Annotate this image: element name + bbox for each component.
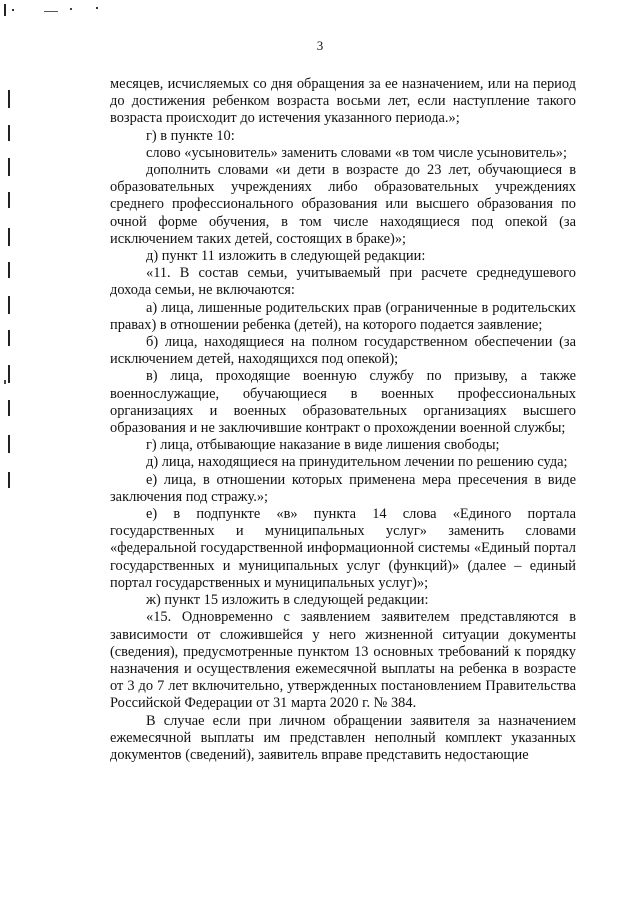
paragraph-item-a: а) лица, лишенные родительских прав (ограниченные в родительских правах) в отношении ребенка (детей), на которого подается заявление; [110, 299, 576, 333]
paragraph-incomplete-docs: В случае если при личном обращении заявителя за назначением ежемесячной выплаты им представлен неполный комплект указанных документов (сведений), заявитель вправе представить недостающие [110, 712, 576, 763]
paragraph-continuation: месяцев, исчисляемых со дня обращения за ее назначением, или на период до достижения ребенком возраста восьми лет, если наступление такого возраста происходит до истечения указанного периода.»; [110, 76, 576, 127]
paragraph-add-words: дополнить словами «и дети в возрасте до 23 лет, обучающиеся в образовательных учреждениях либо образовательных учреждениях среднего профессионального образования или высшего образования по очной форме обучения, в том числе находящиеся под опекой (за исключением таких детей, состоящих в браке)»; [110, 162, 576, 247]
paragraph-item-g: г) лица, отбывающие наказание в виде лишения свободы; [146, 437, 500, 454]
paragraph-item-v: в) лица, проходящие военную службу по призыву, а также военнослужащие, обучающиеся в военных профессиональных организациях и военных образовательных организациях высшего образования и не заключившие контракт о прохождении военной службы; [110, 368, 576, 437]
paragraph-e-point-14: е) в подпункте «в» пункта 14 слова «Единого портала государственных и муниципальных услуг» заменить словами «федеральной государственной информационной системы «Единый портал государственных и муниципальных услуг (функций)» (далее – единый портал государственных и муниципальных услуг)»; [110, 506, 576, 591]
scan-margin-marks [0, 80, 20, 500]
paragraph-word-replace: слово «усыновитель» заменить словами «в том числе усыновитель»; [146, 144, 567, 161]
paragraph-point-11-text: «11. В состав семьи, учитываемый при расчете среднедушевого дохода семьи, не включаются: [110, 265, 576, 299]
paragraph-item-e: е) лица, в отношении которых применена мера пресечения в виде заключения под стражу.»; [110, 471, 576, 505]
paragraph-item-d: д) лица, находящиеся на принудительном лечении по решению суда; [146, 454, 568, 471]
document-body [110, 76, 576, 764]
page-number: 3 [316, 38, 324, 53]
scan-artifact-marks [4, 4, 104, 16]
paragraph-item-b: б) лица, находящиеся на полном государственном обеспечении (за исключением детей, находящихся под опекой); [110, 334, 576, 368]
paragraph-point-15-text: «15. Одновременно с заявлением заявителем представляются в зависимости от сложившейся у него жизненной ситуации документы (сведения), предусмотренные пунктом 13 основных требований к порядку назначения и осуществления ежемесячной выплаты на ребенка в возрасте от 3 до 7 лет включительно, утвержденных постановлением Правительства Российской Федерации от 31 марта 2020 г. № 384. [110, 609, 576, 712]
paragraph-d-point-11: д) пункт 11 изложить в следующей редакции: [146, 248, 426, 265]
paragraph-g-point-10: г) в пункте 10: [146, 127, 235, 144]
paragraph-zh-point-15: ж) пункт 15 изложить в следующей редакции: [146, 592, 429, 609]
